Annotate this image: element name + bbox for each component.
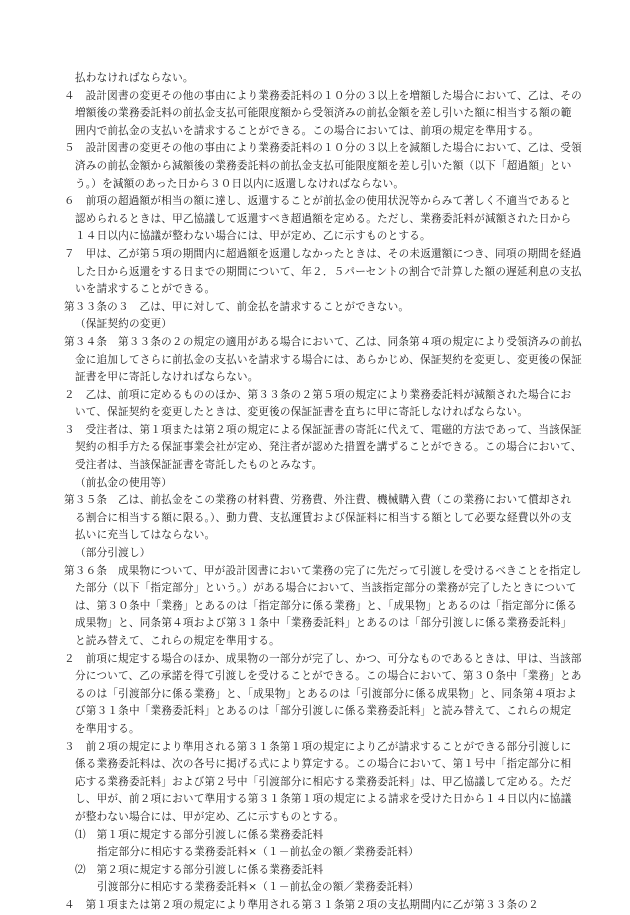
article-33-3: 第３３条の３ 乙は、甲に対して、前金払を請求することができない。 bbox=[64, 300, 410, 313]
article-35: 第３５条 乙は、前払金をこの業務の材料費、労務費、外注費、機械購入費（この業務において償却される割合に相当する額に限る。）、動力費、支払運賃および保証料に相当する額として必要な経費以外の支払いに充当してはならない。 bbox=[64, 494, 572, 542]
item-2: ⑵ 第２項に規定する部分引渡しに係る業務委託料 bbox=[75, 863, 324, 876]
article-34: 第３４条 第３３条の２の規定の適用がある場合において、乙は、同条第４項の規定により受領済みの前払金に追加してさらに前払金の支払いを請求する場合には、あらかじめ、保証契約を変更し、変更後の保証証書を甲に寄託しなければならない。 bbox=[64, 335, 582, 384]
continuation-text: 払わなければならない。 bbox=[75, 72, 194, 84]
paragraph-36-3: ３ 前２項の規定により準用される第３１条第１項の規定により乙が請求することができる部分引渡しに係る業務委託料は、次の各号に掲げる式により算定する。この場合において、第１号中「指定部分に相応する業務委託料」および第２号中「引渡部分に相応する業務委託料」は、甲乙協議して定める。ただし、甲が、前２項において準用する第３１条第１項の規定による請求を受けた日から１４日以内に協議が整わない場合には、甲が定め、乙に示すものとする。 bbox=[64, 740, 572, 823]
paragraph-33-2-5: ５ 設計図書の変更その他の事由により業務委託料の１０分の３以上を減額した場合において、乙は、受領済みの前払金額から減額後の業務委託料の前払金支払可能限度額を差し引いた額（以下「超過額」という。）を減額のあった日から３０日以内に返還しなければならない。 bbox=[64, 142, 582, 190]
paragraph-33-2-7: ７ 甲は、乙が第５項の期間内に超過額を返還しなかったときは、その未返還額につき、同項の期間を経過した日から返還をする日までの期間について、年２．５パーセントの割合で計算した額の遅延利息の支払いを請求することができる。 bbox=[64, 247, 582, 296]
caption-advance-use: （前払金の使用等） bbox=[75, 476, 173, 489]
item-1: ⑴ 第１項に規定する部分引渡しに係る業務委託料 bbox=[75, 828, 324, 841]
paragraph-36-2: ２ 前項に規定する場合のほか、成果物の一部分が完了し、かつ、可分なものであるときは、甲は、当該部分について、乙の承諾を得て引渡しを受けることができる。この場合において、第３０条中「業務」とあるのは「引渡部分に係る業務」と、「成果物」とあるのは「引渡部分に係る成果物」と、同条第４項および第３１条中「業務委託料」とあるのは「部分引渡しに係る業務委託料」と読み替えて、これらの規定を準用する。 bbox=[64, 652, 582, 735]
paragraph-36-4: ４ 第１項または第２項の規定により準用される第３１条第２項の支払期間内に乙が第３３条の２ bbox=[64, 898, 539, 911]
formula-1: 指定部分に相応する業務委託料×（１－前払金の額／業務委託料） bbox=[97, 846, 420, 859]
caption-guarantee-change: （保証契約の変更） bbox=[75, 318, 173, 331]
caption-partial-delivery: （部分引渡し） bbox=[75, 547, 151, 560]
paragraph-33-2-6: ６ 前項の超過額が相当の額に達し、返還することが前払金の使用状況等からみて著しく不適当であると認められるときは、甲乙協議して返還すべき超過額を定める。ただし、業務委託料が減額された日から１４日以内に協議が整わない場合には、甲が定め、乙に示すものとする。 bbox=[64, 195, 572, 243]
article-36: 第３６条 成果物について、甲が設計図書において業務の完了に先だって引渡しを受けるべきことを指定した部分（以下「指定部分」という。）がある場合において、当該指定部分の業務が完了したときについては、第３０条中「業務」とあるのは「指定部分に係る業務」と、「成果物」とあるのは「指定部分に係る成果物」と、同条第４項および第３１条中「業務委託料」とあるのは「部分引渡しに係る業務委託料」と読み替えて、これらの規定を準用する。 bbox=[64, 564, 582, 647]
paragraph-34-3: ３ 受注者は、第１項または第２項の規定による保証証書の寄託に代えて、電磁的方法であって、当該保証契約の相手方たる保証事業会社が定め、発注者が認めた措置を講ずることができる。この場合において、受注者は、当該保証証書を寄託したものとみなす。 bbox=[64, 423, 582, 472]
formula-2: 引渡部分に相応する業務委託料×（１－前払金の額／業務委託料） bbox=[97, 881, 420, 894]
paragraph-34-2: ２ 乙は、前項に定めるもののほか、第３３条の２第５項の規定により業務委託料が減額された場合において、保証契約を変更したときは、変更後の保証証書を直ちに甲に寄託しなければならない。 bbox=[64, 388, 572, 419]
paragraph-33-2-4: ４ 設計図書の変更その他の事由により業務委託料の１０分の３以上を増額した場合において、乙は、その増額後の業務委託料の前払金支払可能限度額から受領済みの前払金額を差し引いた額に相当する額の範囲内で前払金の支払いを請求することができる。この場合においては、前項の規定を準用する。 bbox=[64, 89, 582, 137]
document-page bbox=[64, 70, 582, 915]
